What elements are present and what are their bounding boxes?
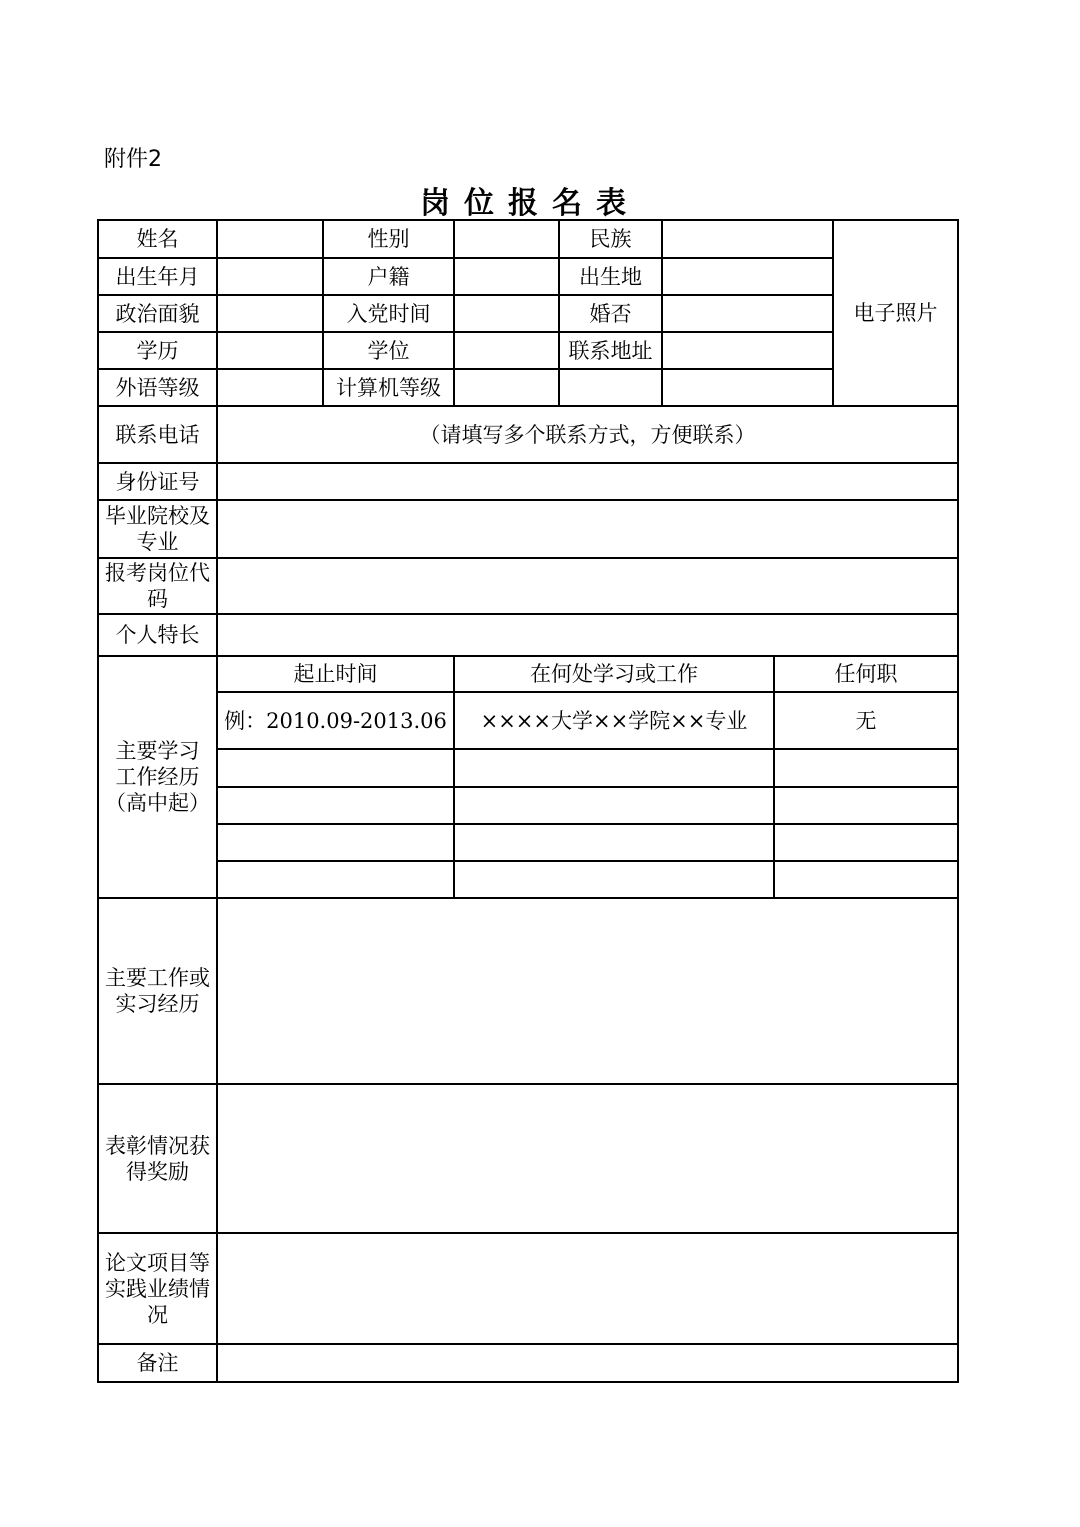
household-label: 户籍 [367, 264, 410, 289]
birthplace-field[interactable] [663, 259, 832, 294]
form-title: 岗位报名表 [420, 186, 640, 221]
degree-label: 学位 [367, 338, 410, 363]
party-date-label: 入党时间 [346, 301, 431, 326]
history-example-place[interactable]: ××××大学××学院××专业 [480, 708, 748, 733]
papers-label: 论文项目等 实践业绩情 况 [105, 1250, 210, 1327]
history-row-place[interactable] [455, 788, 773, 823]
attachment-label: 附件2 [104, 147, 162, 172]
papers-field[interactable] [218, 1234, 957, 1343]
name-field[interactable] [218, 221, 322, 257]
birth-date-field[interactable] [218, 259, 322, 294]
history-row-place[interactable] [455, 862, 773, 897]
address-field[interactable] [663, 333, 832, 368]
specialty-field[interactable] [218, 615, 957, 655]
work-label: 主要工作或 实习经历 [105, 966, 210, 1016]
school-field[interactable] [218, 501, 957, 557]
history-row-place[interactable] [455, 750, 773, 786]
history-label: 主要学习 工作经历 （高中起） [105, 739, 210, 815]
history-example-time[interactable]: 例：2010.09-2013.06 [224, 708, 447, 733]
remarks-field[interactable] [218, 1345, 957, 1381]
party-date-field[interactable] [455, 296, 558, 331]
political-field[interactable] [218, 296, 322, 331]
history-row-role[interactable] [775, 862, 957, 897]
history-example-role[interactable]: 无 [855, 708, 877, 733]
birthplace-label: 出生地 [579, 264, 642, 289]
specialty-label: 个人特长 [115, 623, 200, 647]
history-row-time[interactable] [218, 750, 453, 786]
household-field[interactable] [455, 259, 558, 294]
name-label: 姓名 [136, 227, 179, 251]
awards-label: 表彰情况获 得奖励 [105, 1133, 210, 1184]
political-label: 政治面貌 [115, 301, 200, 326]
history-row-role[interactable] [775, 750, 957, 786]
gender-field[interactable] [455, 221, 558, 257]
school-label: 毕业院校及 专业 [105, 504, 210, 554]
history-col-role: 任何职 [834, 662, 898, 686]
birth-date-label: 出生年月 [115, 264, 200, 289]
computer-label: 计算机等级 [336, 375, 441, 400]
ethnicity-label: 民族 [589, 227, 632, 251]
history-col-place: 在何处学习或工作 [530, 662, 698, 686]
degree-field[interactable] [455, 333, 558, 368]
education-field[interactable] [218, 333, 322, 368]
remarks-label: 备注 [136, 1351, 179, 1375]
registration-table [97, 219, 959, 1383]
photo-box[interactable]: 电子照片 [853, 301, 938, 325]
history-row-time[interactable] [218, 825, 453, 860]
history-col-time: 起止时间 [293, 662, 378, 686]
extra-field-2[interactable] [663, 370, 832, 405]
marital-field[interactable] [663, 296, 832, 331]
education-label: 学历 [136, 338, 179, 363]
position-code-field[interactable] [218, 559, 957, 613]
history-row-place[interactable] [455, 825, 773, 860]
phone-label: 联系电话 [115, 422, 200, 447]
ethnicity-field[interactable] [663, 221, 832, 257]
id-number-field[interactable] [218, 464, 957, 499]
phone-field[interactable]: （请填写多个联系方式，方便联系） [419, 422, 756, 447]
history-row-role[interactable] [775, 825, 957, 860]
language-field[interactable] [218, 370, 322, 405]
work-field[interactable] [218, 899, 957, 1083]
gender-label: 性别 [367, 227, 410, 251]
history-row-time[interactable] [218, 788, 453, 823]
address-label: 联系地址 [568, 338, 653, 363]
position-code-label: 报考岗位代 码 [105, 561, 210, 611]
history-row-role[interactable] [775, 788, 957, 823]
marital-label: 婚否 [589, 301, 632, 326]
id-number-label: 身份证号 [115, 469, 200, 494]
extra-field-1[interactable] [560, 370, 661, 405]
history-row-time[interactable] [218, 862, 453, 897]
computer-field[interactable] [455, 370, 558, 405]
awards-field[interactable] [218, 1085, 957, 1232]
language-label: 外语等级 [115, 375, 200, 400]
